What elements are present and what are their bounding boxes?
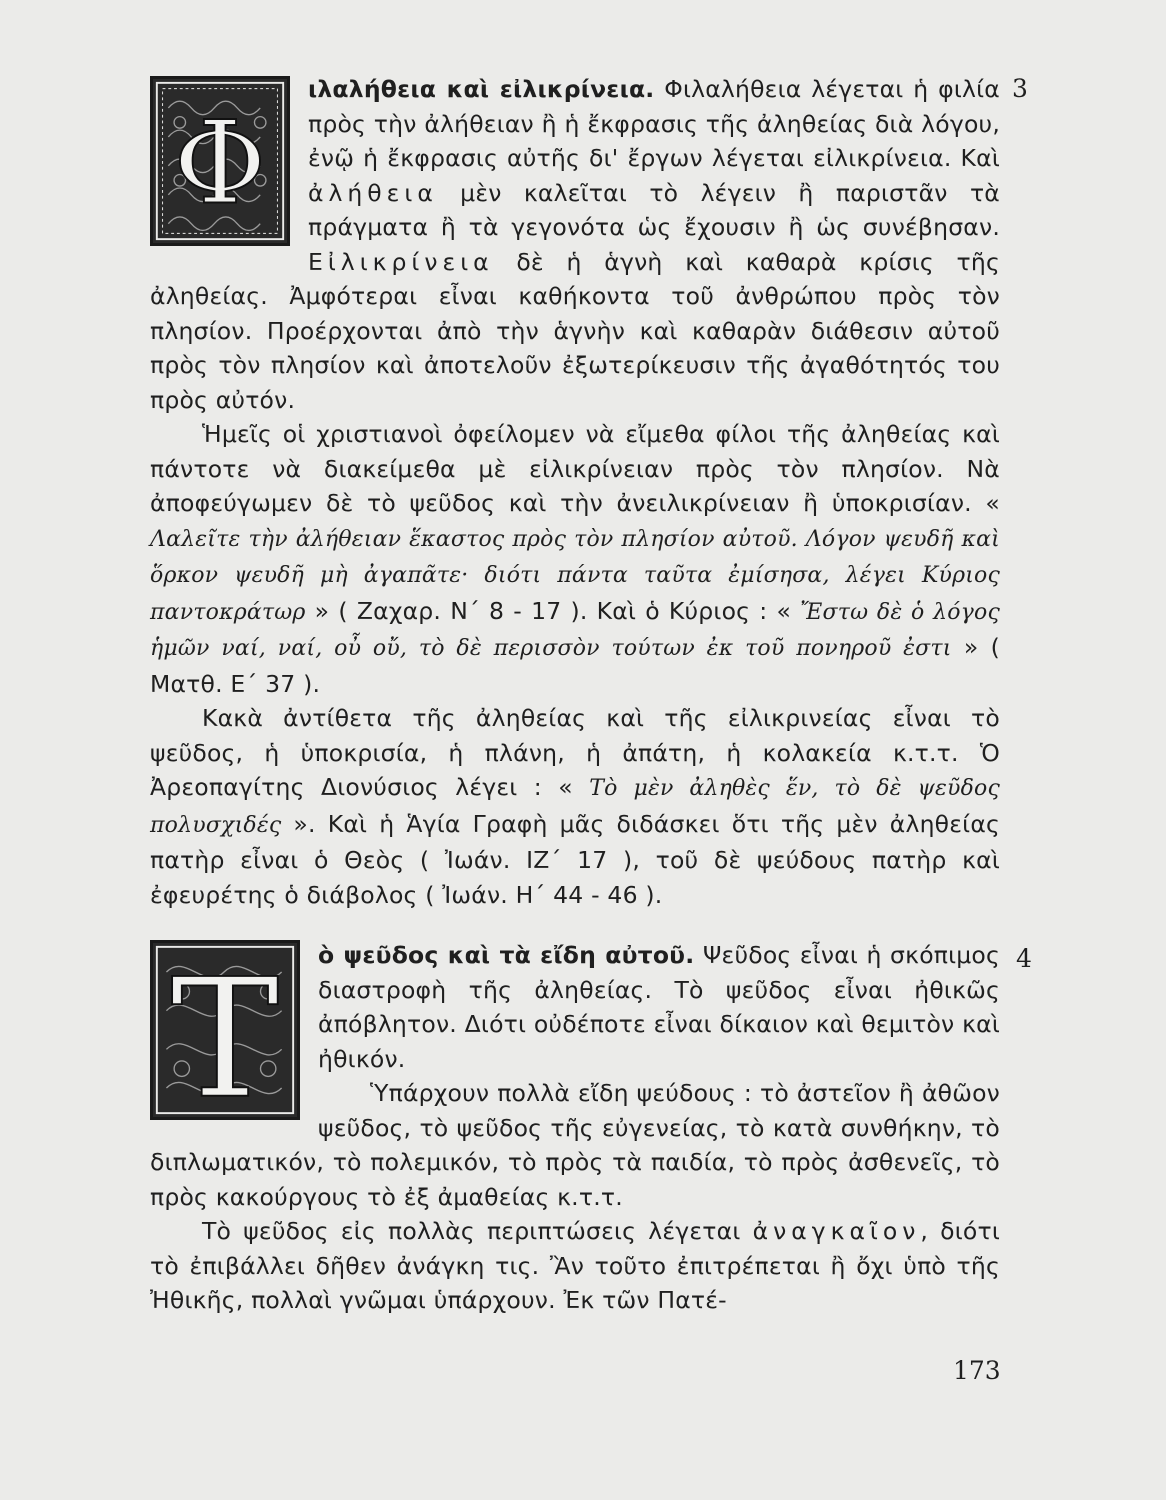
spaced-term-anagkaion: ἀναγκαῖον xyxy=(752,1217,921,1245)
ornamental-dropcap-phi xyxy=(150,76,290,246)
section-4 xyxy=(150,938,1000,1318)
section-3 xyxy=(150,72,1000,912)
text-run: δὲ ἡ ἁγνὴ καὶ καθαρὰ κρίσις τῆς ἀληθείας. Ἀμφότεραι εἶναι καθήκοντα τοῦ ἀνθρώπου πρὸς τὸν πλησίον. Προέρχονται ἀπὸ τὴν ἁγνὴν καὶ καθαρὰν διάθεσιν αὐτοῦ πρὸς τὸν πλησίον καὶ ἀποτελοῦν ἐξωτερίκευσιν τῆς ἀγαθότητός του πρὸς αὐτόν. xyxy=(150,247,1000,414)
section-number-3: 3 xyxy=(1012,74,1028,103)
text-run: ». Καὶ ἡ Ἁγία Γραφὴ μᾶς διδάσκει ὅτι τῆς μὲν ἀληθείας πατὴρ εἶναι ὁ Θεὸς ( Ἰωάν. ΙΖ΄ 17 ), τοῦ δὲ ψεύδους πατὴρ καὶ ἐφευρέτης ὁ διάβολος ( Ἰωάν. Η΄ 44 - 46 ). xyxy=(150,809,1000,909)
page-number: 173 xyxy=(953,1356,1001,1385)
text-run: Τὸ ψεῦδος εἰς πολλὰς περιπτώσεις λέγεται xyxy=(202,1217,753,1245)
quote-matthew: Ἔστω δὲ ὁ λόγος ἡμῶν ναί, ναί, οὖ οὔ, τὸ δὲ περισσὸν τούτων ἐκ τοῦ πονηροῦ ἐστι xyxy=(150,599,1000,661)
quote-areopagite: Τὸ μὲν ἀληθὲς ἕν, τὸ δὲ ψεῦδος πολυσχιδές xyxy=(150,776,1000,838)
text-run: Ψεῦδος εἶναι ἡ σκόπιμος διαστροφὴ τῆς ἀληθείας. Τὸ ψεῦδος εἶναι ἠθικῶς ἀπόβλητον. Διότι οὐδέποτε εἶναι δίκαιον καὶ θεμιτὸν καὶ ἠθικόν. xyxy=(318,941,1000,1073)
ornamental-dropcap-tau xyxy=(150,940,300,1120)
dropcap-letter-tau: Τ xyxy=(170,943,280,1117)
paragraph-3-2 xyxy=(150,417,1000,701)
text-run: » ( Ματθ. Ε΄ 37 ). xyxy=(150,633,1000,698)
spaced-term-aletheia: ἀλήθεια xyxy=(308,178,438,207)
text-run: Ἡμεῖς οἱ χριστιανοὶ ὀφείλομεν νὰ εἴμεθα φίλοι τῆς ἀληθείας καὶ πάντοτε νὰ διακείμεθα μὲ εἰλικρίνειαν πρὸς τὸν πλησίον. Νὰ ἀποφεύγωμεν δὲ τὸ ψεῦδος καὶ τὴν ἀνειλικρίνειαν ἢ ὑποκρισίαν. « xyxy=(150,420,1000,517)
text-run: Κακὰ ἀντίθετα τῆς ἀληθείας καὶ τῆς εἰλικρινείας εἶναι τὸ ψεῦδος, ἡ ὑποκρισία, ἡ πλάνη, ἡ ἀπάτη, ἡ κολακεία κ.τ.τ. Ὁ Ἀρεοπαγίτης Διονύσιος λέγει : « xyxy=(150,704,1000,801)
section-3-heading: ιλαλήθεια καὶ εἰλικρίνεια. xyxy=(308,75,655,103)
dropcap-letter-phi: Φ xyxy=(173,97,267,230)
text-run: Ὑπάρχουν πολλὰ εἴδη ψεύδους : τὸ ἀστεῖον ἢ ἀθῶον ψεῦδος, τὸ ψεῦδος τῆς εὐγενείας, τὸ κατὰ συνθήκην, τὸ διπλωματικόν, τὸ πολεμικόν, τὸ πρὸς τὰ παιδία, τὸ πρὸς ἀσθενεῖς, τὸ πρὸς κακούργους τὸ ἐξ ἀμαθείας κ.τ.τ. xyxy=(150,1079,1000,1211)
text-run: » ( Ζαχαρ. Ν΄ 8 - 17 ). Καὶ ὁ Κύριος : « xyxy=(305,596,801,625)
quote-zachariah: Λαλεῖτε τὴν ἀλήθειαν ἕκαστος πρὸς τὸν πλησίον αὐτοῦ. Λόγον ψευδῆ καὶ ὅρκον ψευδῆ μὴ ἀγαπᾶτε· διότι πάντα ταῦτα ἐμίσησα, λέγει Κύριος παντοκράτωρ xyxy=(150,526,1000,625)
spaced-term-eilikrineia: Εἰλικρίνεια xyxy=(308,247,494,276)
section-number-4: 4 xyxy=(1016,944,1032,973)
section-4-heading: ὸ ψεῦδος καὶ τὰ εἴδη αὐτοῦ. xyxy=(318,941,695,969)
text-run: μὲν καλεῖται τὸ λέγειν ἢ παριστᾶν τὰ πράγματα ἢ τὰ γεγονότα ὡς ἔχουσιν ἢ ὡς συνέβησαν. xyxy=(308,178,1000,241)
paragraph-3-3 xyxy=(150,701,1000,912)
paragraph-4-3 xyxy=(150,1214,1000,1318)
text-run: , διότι τὸ ἐπιβάλλει δῆθεν ἀνάγκη τις. Ἂν τοῦτο ἐπιτρέπεται ἢ ὄχι ὑπὸ τῆς Ἠθικῆς, πολλαὶ γνῶμαι ὑπάρχουν. Ἐκ τῶν Πατέ- xyxy=(150,1217,1000,1314)
text-run: Φιλαλήθεια λέγεται ἡ φιλία πρὸς τὴν ἀλήθειαν ἢ ἡ ἔκφρασις τῆς ἀληθείας διὰ λόγου, ἐνῷ ἡ ἔκφρασις αὐτῆς δι' ἔργων λέγεται εἰλικρίνεια. Καὶ xyxy=(308,75,1000,172)
